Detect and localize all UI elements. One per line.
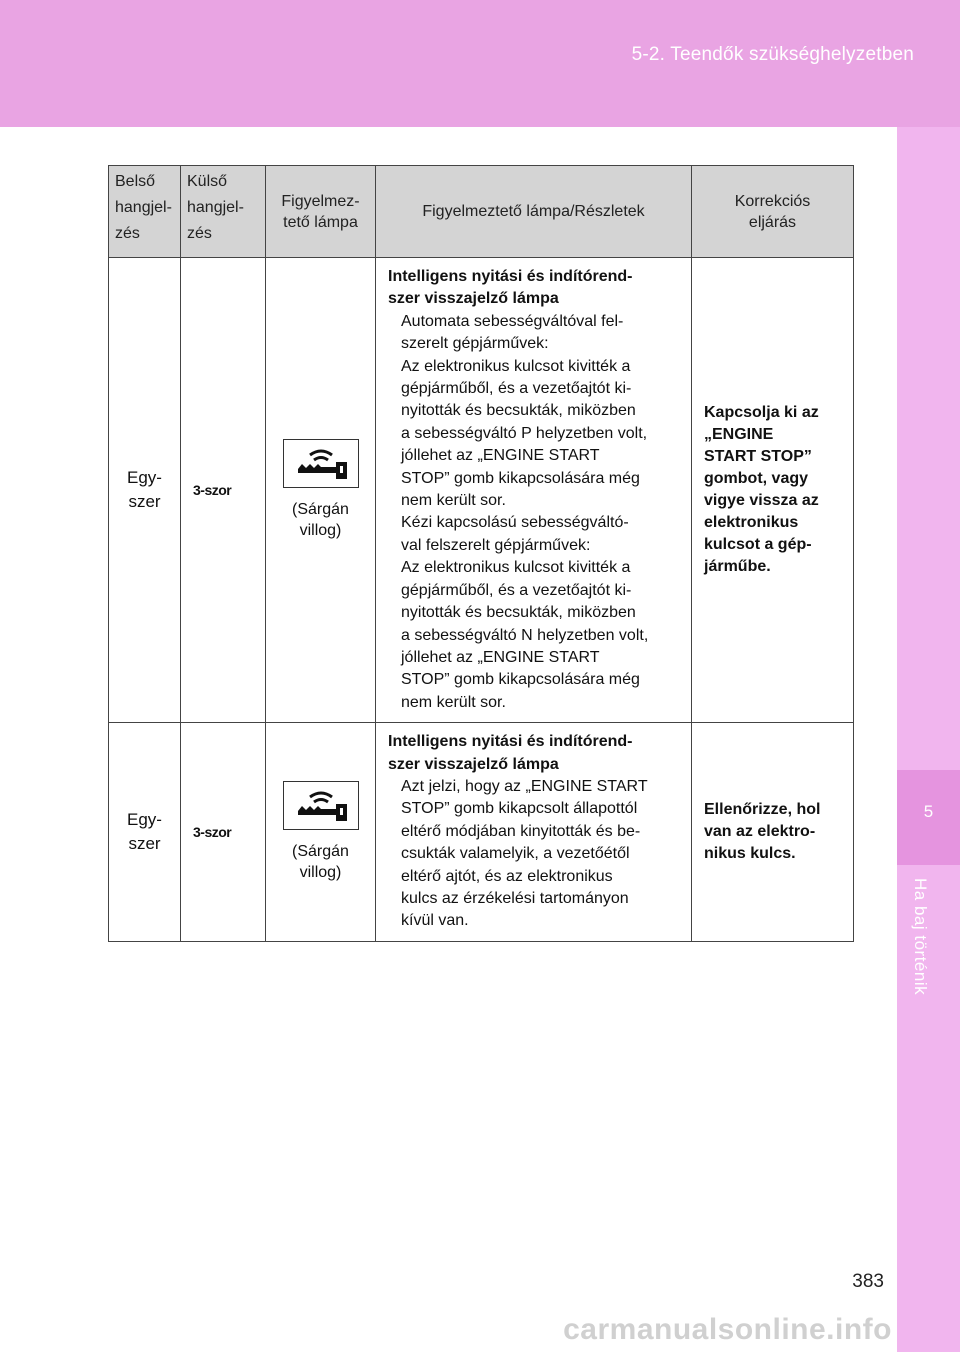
detail-title: Intelligens nyitási és indítórend- szer visszajelző lámpa	[388, 268, 633, 308]
header-external-buzzer: Külső hangjel- zés	[181, 166, 266, 258]
key-warning-icon	[283, 781, 359, 830]
header-warning-lamp: Figyelmez- tető lámpa	[266, 166, 376, 258]
correction-cell: Ellenőrizze, hol van az elektro- nikus kulcs.	[692, 723, 854, 942]
watermark: carmanualsonline.info	[563, 1313, 892, 1346]
chapter-label: Ha baj történik	[911, 878, 930, 996]
table-row	[109, 723, 854, 942]
warning-table	[108, 165, 854, 942]
lamp-note: (Sárgán villog)	[292, 842, 349, 881]
header-internal-buzzer: Belső hangjel- zés	[109, 166, 181, 258]
internal-buzzer-cell: Egy- szer	[109, 258, 181, 723]
external-buzzer-cell: 3-szor	[181, 258, 266, 723]
details-cell	[376, 723, 692, 942]
lamp-note: (Sárgán villog)	[292, 501, 349, 540]
table-row	[109, 258, 854, 723]
header-details: Figyelmeztető lámpa/Részletek	[376, 166, 692, 258]
chapter-side-tab	[897, 127, 960, 1352]
warning-lamp-cell	[266, 258, 376, 723]
page-number: 383	[852, 1271, 884, 1292]
table-header-row	[109, 166, 854, 258]
section-title: 5-2. Teendők szükséghelyzetben	[631, 44, 914, 65]
warning-lamp-cell	[266, 723, 376, 942]
key-warning-icon	[283, 439, 359, 488]
internal-buzzer-cell: Egy- szer	[109, 723, 181, 942]
details-cell	[376, 258, 692, 723]
external-buzzer-cell: 3-szor	[181, 723, 266, 942]
detail-body: Azt jelzi, hogy az „ENGINE START STOP” gomb kikapcsolt állapottól eltérő módjában kinyitották és be- csukták valamelyik, a vezetőétől eltérő ajtót, és az elektronikus kulcs az érzékelési tartományon kívül van.	[401, 777, 648, 930]
header-correction: Korrekciós eljárás	[692, 166, 854, 258]
correction-cell: Kapcsolja ki az „ENGINE START STOP” gombot, vagy vigye vissza az elektronikus kulcsot a gép- járműbe.	[692, 258, 854, 723]
chapter-number: 5	[923, 802, 934, 821]
detail-title: Intelligens nyitási és indítórend- szer visszajelző lámpa	[388, 733, 633, 773]
detail-body: Automata sebességváltóval fel- szerelt gépjárművek: Az elektronikus kulcsot kivitték a gépjárműből, és a vezetőajtót ki- nyitották és becsukták, miközben a sebességváltó P helyzetben volt, jóllehet az „ENGINE START STOP” gomb kikapcsolására még nem került sor. Kézi kapcsolású sebességváltó- val felszerelt gépjárművek: Az elektronikus kulcsot kivitték a gépjárműből, és a vezetőajtót ki- nyitották és becsukták, miközben a sebességváltó N helyzetben volt, jóllehet az „ENGINE START STOP” gomb kikapcsolására még nem került sor.	[401, 312, 649, 711]
